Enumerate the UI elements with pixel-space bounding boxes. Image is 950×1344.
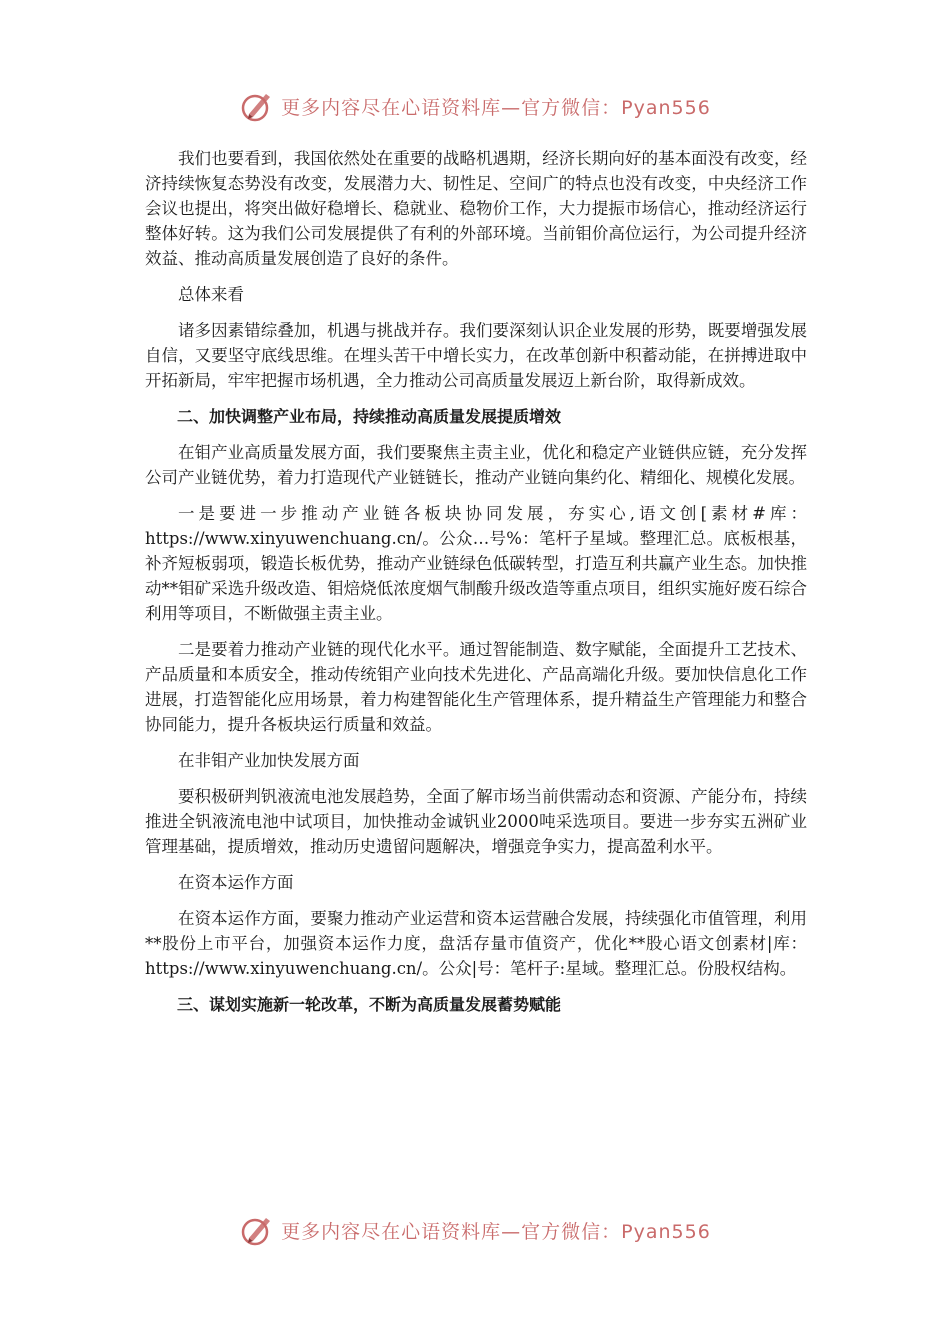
paragraph-molybdenum: 在钼产业高质量发展方面，我们要聚焦主责主业，优化和稳定产业链供应链，充分发挥公司产业链优势，着力打造现代产业链链长，推动产业链向集约化、精细化、规模化发展。 [145, 443, 807, 487]
pen-circle-logo-icon [239, 88, 275, 124]
paragraph-point-one: 一是要进一步推动产业链各板块协同发展，夯实心,语文创[素材#库：https://www.xinyuwenchuang.cn/。公众…号%：笔杆子星域。整理汇总。底板根基，补齐短板弱项，锻造长板优势，推动产业链绿色低碳转型，打造互利共赢产业生态。加快推动**钼矿采选升级改造、钼焙烧低浓度烟气制酸升级改造等重点项目，组织实施好废石综合利用等项目，不断做强主责主业。 [145, 504, 807, 623]
footer-banner-inner [239, 1212, 711, 1248]
section-heading-2: 二、加快调整产业布局，持续推动高质量发展提质增效 [177, 407, 562, 426]
paragraph-vanadium: 要积极研判钒液流电池发展趋势，全面了解市场当前供需动态和资源、产能分布，持续推进全钒液流电池中试项目，加快推动金诚钒业2000吨采选项目。要进一步夯实五洲矿业管理基础，提质增效，推动历史遗留问题解决，增强竞争实力，提高盈利水平。 [145, 787, 807, 856]
paragraph-point-two: 二是要着力推动产业链的现代化水平。通过智能制造、数字赋能，全面提升工艺技术、产品质量和本质安全，推动传统钼产业向技术先进化、产品高端化升级。要加快信息化工作进展，打造智能化应用场景，着力构建智能化生产管理体系，提升精益生产管理能力和整合协同能力，提升各板块运行质量和效益。 [145, 640, 807, 734]
header-banner-text: 更多内容尽在心语资料库—官方微信：Pyan556 [281, 96, 711, 119]
paragraph-capital: 在资本运作方面，要聚力推动产业运营和资本运营融合发展，持续强化市值管理，利用**股份上市平台，加强资本运作力度，盘活存量市值资产，优化**股心语文创素材|库：https://www.xinyuwenchuang.cn/。公众|号：笔杆子:星域。整理汇总。份股权结构。 [145, 909, 807, 978]
paragraph-opportunity: 我们也要看到，我国依然处在重要的战略机遇期，经济长期向好的基本面没有改变，经济持续恢复态势没有改变，发展潜力大、韧性足、空间广的特点也没有改变，中央经济工作会议也提出，将突出做好稳增长、稳就业、稳物价工作，大力提振市场信心，推动经济运行整体好转。这为我们公司发展提供了有利的外部环境。当前钼价高位运行，为公司提升经济效益、推动高质量发展创造了良好的条件。 [145, 149, 807, 268]
section-heading-3: 三、谋划实施新一轮改革，不断为高质量发展蓄势赋能 [177, 995, 562, 1014]
footer-banner [0, 1210, 950, 1250]
header-banner-inner [239, 88, 711, 124]
document-body [145, 146, 807, 1028]
header-banner [0, 86, 950, 126]
paragraph-overall: 总体来看 [178, 285, 244, 304]
pen-circle-logo-icon [239, 1212, 275, 1248]
paragraph-non-molybdenum-title: 在非钼产业加快发展方面 [178, 751, 360, 770]
paragraph-factors: 诸多因素错综叠加，机遇与挑战并存。我们要深刻认识企业发展的形势，既要增强发展自信，又要坚守底线思维。在埋头苦干中增长实力，在改革创新中积蓄动能，在拼搏进取中开拓新局，牢牢把握市场机遇，全力推动公司高质量发展迈上新台阶，取得新成效。 [145, 321, 807, 390]
paragraph-capital-title: 在资本运作方面 [178, 873, 294, 892]
footer-banner-text: 更多内容尽在心语资料库—官方微信：Pyan556 [281, 1220, 711, 1243]
